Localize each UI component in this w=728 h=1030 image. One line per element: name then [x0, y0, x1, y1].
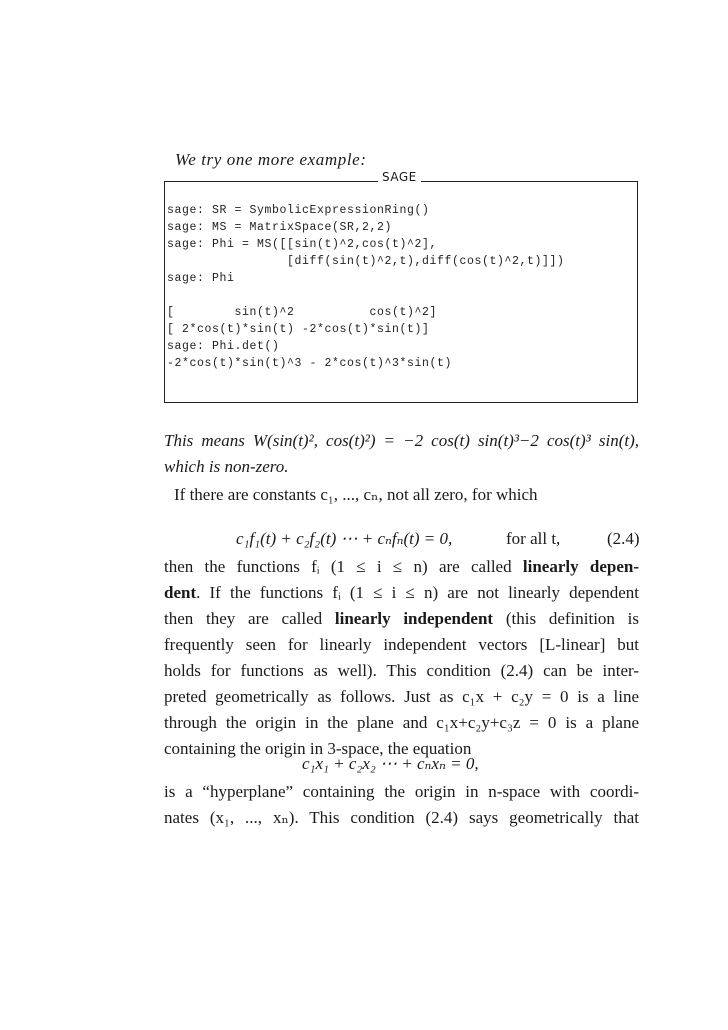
equation-2-4-number: (2.4) [607, 529, 640, 548]
definition-paragraph [164, 554, 639, 762]
def-line-2-text: . If the functions fᵢ (1 ≤ i ≤ n) are not linearly dependent [196, 583, 639, 602]
def-line-1-text: then the functions fᵢ (1 ≤ i ≤ n) are called [164, 557, 523, 576]
def-line-3-text-b: (this definition is [493, 609, 639, 628]
hyperplane-paragraph [164, 779, 639, 831]
def-line-4: frequently seen for linearly independent vectors [L-linear] but [164, 635, 639, 654]
term-linearly-dependent-end: dent [164, 583, 197, 602]
def-line-8: containing the origin in 3-space, the equation [164, 739, 472, 758]
equation-2-4 [236, 529, 452, 549]
term-linearly-dependent-start: linearly depen- [522, 557, 639, 576]
def-line-2 [164, 580, 639, 606]
def-line-7: through the origin in the plane and c₁x+c₂y+c₃z = 0 is a plane [164, 713, 639, 732]
equation-2-4-condition: for all t, [506, 529, 561, 548]
hyperplane-line-1: is a “hyperplane” containing the origin in n-space with coordi- [164, 782, 639, 801]
def-line-5: holds for functions as well). This condition (2.4) can be inter- [164, 661, 639, 680]
sage-box-label: SAGE [378, 170, 421, 184]
def-line-6: preted geometrically as follows. Just as c₁x + c₂y = 0 is a line [164, 687, 639, 706]
def-line-3-text-a: then they are called [164, 609, 335, 628]
result-statement [164, 428, 639, 480]
result-line-2: which is non-zero. [164, 457, 289, 476]
intro-text: We try one more example: [175, 150, 367, 169]
def-line-3 [164, 606, 639, 632]
hyperplane-line-2: nates (x₁, ..., xₙ). This condition (2.4) says geometrically that [164, 808, 639, 827]
hyperplane-equation: c₁x₁ + c₂x₂ ⋯ + cₙxₙ = 0, [302, 754, 479, 773]
def-line-1 [164, 554, 639, 580]
term-linearly-independent: linearly independent [334, 609, 494, 628]
result-line-1: This means W(sin(t)², cos(t)²) = −2 cos(t) sin(t)³−2 cos(t)³ sin(t), [164, 431, 639, 450]
sage-code: sage: SR = SymbolicExpressionRing() sage: MS = MatrixSpace(SR,2,2) sage: Phi = MS([[sin(t)^2,cos(t)^2], [diff(sin(t)^2,t),diff(cos(t)^2,t)]]) sage: Phi [ sin(t)^2 cos(t)^2] [ 2*cos(t)*sin(t) -2*cos(t)*sin(t)] sage: Phi.det() -2*cos(t)*sin(t)^3 - 2*cos(t)^3*sin(t) [167, 204, 565, 370]
definition-intro: If there are constants c₁, ..., cₙ, not all zero, for which [174, 485, 538, 504]
equation-2-4-expression: c₁f₁(t) + c₂f₂(t) ⋯ + cₙfₙ(t) = 0, [236, 529, 453, 548]
